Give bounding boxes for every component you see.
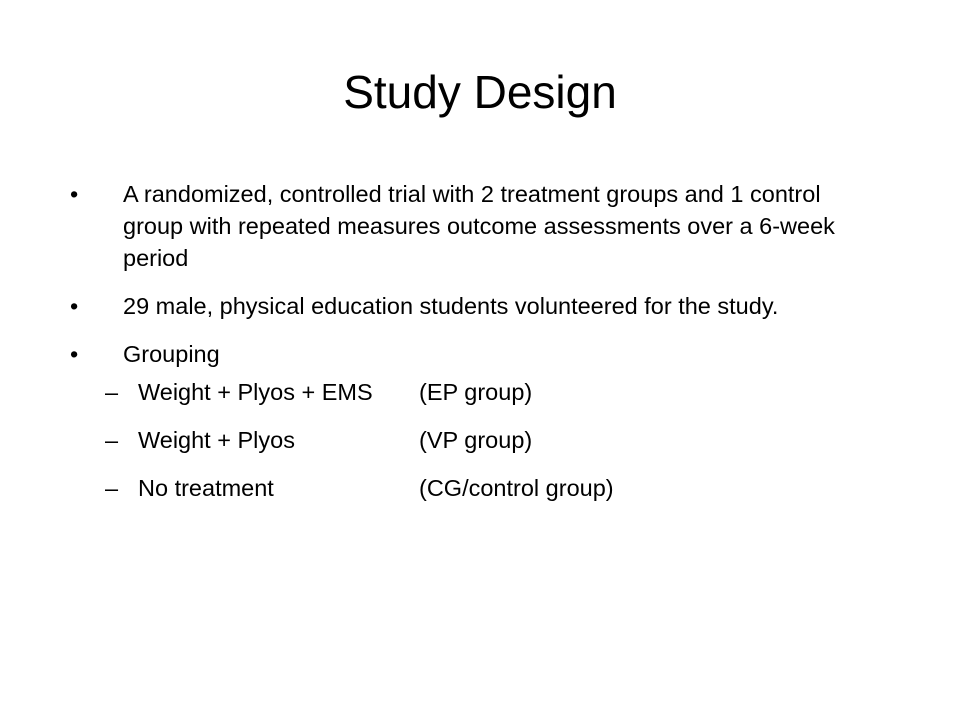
group-treatment: Weight + Plyos (138, 427, 295, 453)
slide-title: Study Design (343, 66, 617, 118)
sub-list-item (105, 376, 870, 408)
bullet-text: Grouping (123, 341, 220, 367)
group-name: (EP group) (419, 379, 533, 405)
group-name: (VP group) (419, 427, 533, 453)
bullet-item (70, 290, 870, 322)
dash-marker: – (105, 427, 119, 453)
bullet-marker: • (70, 341, 79, 367)
grouping-sub-list (105, 376, 870, 504)
sub-list-item (105, 472, 870, 504)
group-treatment: No treatment (138, 475, 274, 501)
bullet-marker: • (70, 293, 79, 319)
group-name: (CG/control group) (419, 475, 614, 501)
dash-marker: – (105, 379, 119, 405)
bullet-text: 29 male, physical education students volunteered for the study. (123, 293, 779, 319)
bullet-item (70, 178, 870, 274)
sub-list-item (105, 424, 870, 456)
group-treatment: Weight + Plyos + EMS (138, 379, 373, 405)
bullet-item (70, 338, 870, 504)
dash-marker: – (105, 475, 119, 501)
bullet-list (70, 178, 870, 520)
bullet-marker: • (70, 181, 79, 207)
bullet-text: A randomized, controlled trial with 2 treatment groups and 1 control group with repeated measures outcome assessments over a 6-week period (123, 181, 835, 271)
